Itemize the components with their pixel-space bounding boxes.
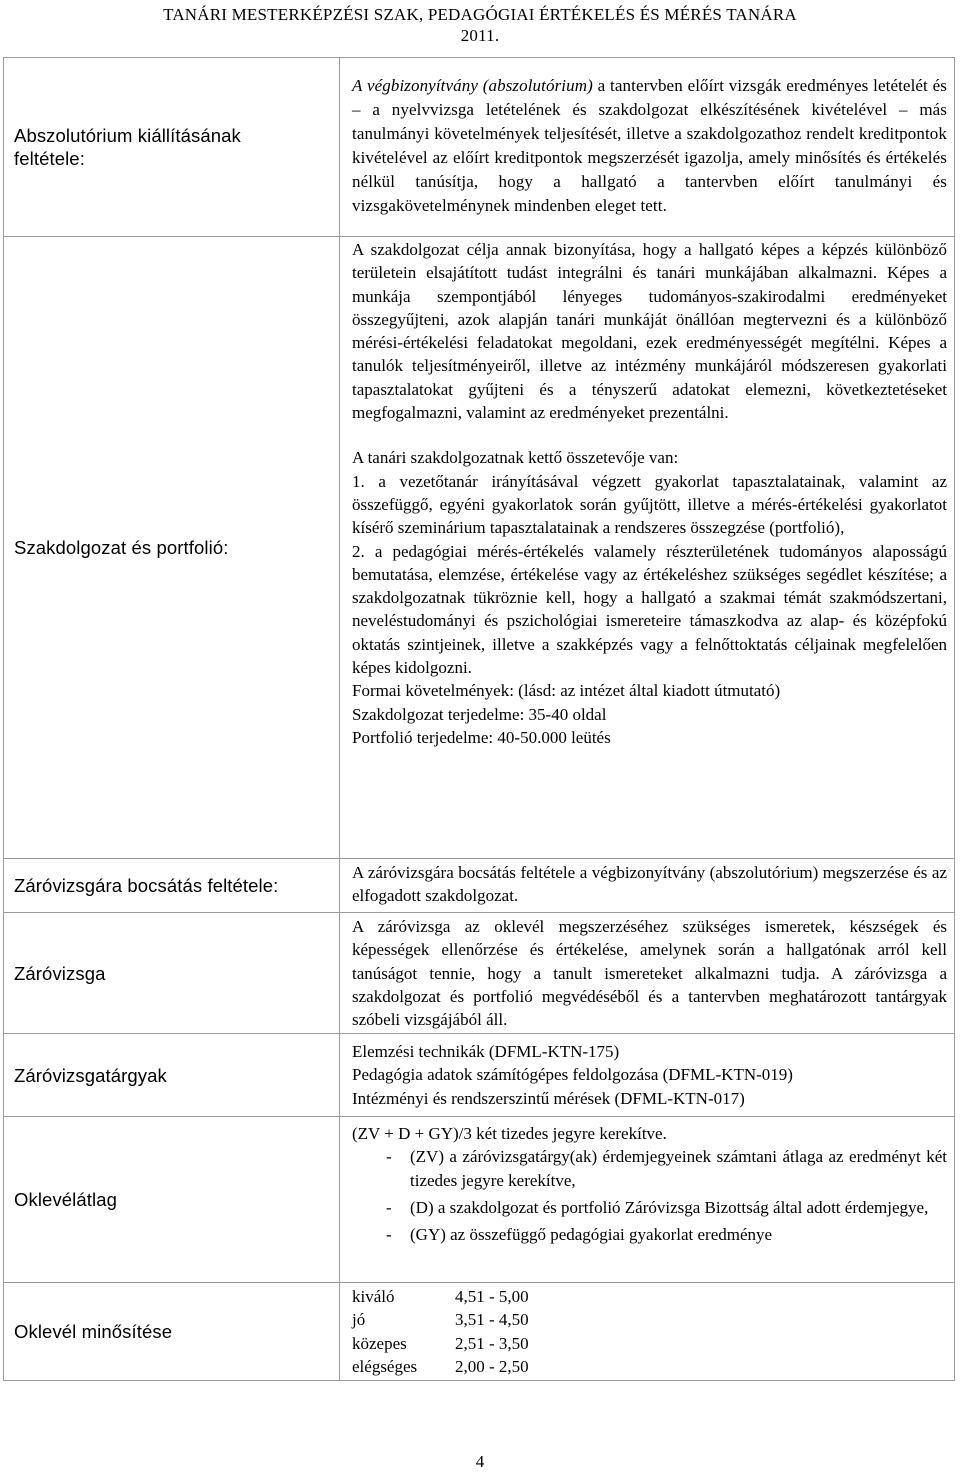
row-label: Szakdolgozat és portfolió:: [14, 537, 229, 558]
content-cell: [340, 58, 955, 237]
grade-row: kiváló 4,51 - 5,00: [352, 1286, 529, 1306]
row-minosites: [4, 1283, 955, 1381]
row-szakdolgozat: [4, 237, 955, 859]
targy-2: Pedagógia adatok számítógépes feldolgozása (DFML-KTN-019): [352, 1065, 793, 1085]
atlag-item-zv: - (ZV) a záróvizsgatárgy(ak) érdemjegyeinek számtani átlaga az eredményt két tizedes jegyre kerekítve,: [386, 1147, 947, 1190]
content-cell: [340, 913, 955, 1034]
szakdolgozat-intro: A tanári szakdolgozatnak kettő összetevője van:: [352, 448, 679, 468]
formai-kovetelmenyek: Formai követelmények: (lásd: az intézet által kiadott útmutató): [352, 681, 781, 701]
atlag-item-d: - (D) a szakdolgozat és portfolió Záróvizsga Bizottság által adott érdemjegye,: [386, 1197, 929, 1217]
grade-row: elégséges 2,00 - 2,50: [352, 1356, 529, 1376]
portfolio-terjedelem: Portfolió terjedelme: 40-50.000 leütés: [352, 727, 611, 747]
content-cell: [340, 1283, 955, 1381]
bocsatas-text: A záróvizsgára bocsátás feltétele a végbizonyítvány (abszolutórium) megszerzése és az elfogadott szakdolgozat.: [352, 863, 947, 906]
row-abszolutorium: [4, 58, 955, 237]
row-label: Záróvizsgatárgyak: [14, 1064, 167, 1086]
header-year: 2011.: [460, 26, 500, 45]
row-label: Oklevélátlag: [14, 1189, 118, 1210]
content-cell: [340, 859, 955, 913]
row-atlag: [4, 1117, 955, 1283]
zarovizsga-text: A záróvizsga az oklevél megszerzéséhez szükséges ismeretek, készségek és képességek ellenőrzése és értékelése, amelynek során a hallgatónak arról kell tanúságot tennie, hogy a tanult ismereteket alkalmazni tudja. A záróvizsga a szakdolgozat és portfolió megvédéséből és a tantervben meghatározott tantárgyak szóbeli vizsgájából áll.: [352, 917, 947, 1030]
grade-row: jó 3,51 - 4,50: [352, 1310, 529, 1330]
label-cell: [4, 1034, 340, 1117]
row-label: Záróvizsgára bocsátás feltétele:: [14, 875, 279, 896]
row-label: Oklevél minősítése: [14, 1321, 173, 1342]
content-cell: [340, 1117, 955, 1283]
atlag-formula: (ZV + D + GY)/3 két tizedes jegyre kerekítve.: [352, 1124, 667, 1143]
label-cell: [4, 237, 340, 859]
row-zarovizsga: [4, 913, 955, 1034]
szakdolgozat-terjedelem: Szakdolgozat terjedelme: 35-40 oldal: [352, 704, 607, 724]
row-label: Abszolutórium kiállításának feltétele:: [14, 125, 241, 169]
grade-row: közepes 2,51 - 3,50: [352, 1333, 529, 1353]
page-number: 4: [475, 1452, 485, 1471]
szakdolgozat-cel: A szakdolgozat célja annak bizonyítása, hogy a hallgató képes a képzés különböző területein elsajátított tudást integrálni és tanári munkájában alkalmazni. Képes a munkája szempontjából lényeges tudományos-szakirodalmi eredményeket összegyűjteni, azok alapján tanári munkáját önállóan megtervezni és a különböző mérési-értékelési feladatokat megoldani, ezek eredményességét megítélni. Képes a tanulók teljesítményeiről, illetve az intézmény munkájáról módszeresen gyakorlati tapasztalatokat gyűjteni és a tényszerű adatokat elemezni, következtetéseket megfogalmazni, valamint az eredményeket prezentálni.: [352, 240, 947, 423]
atlag-item-gy: - (GY) az összefüggő pedagógiai gyakorlat eredménye: [386, 1225, 773, 1245]
targy-3: Intézményi és rendszerszintű mérések (DFML-KTN-017): [352, 1088, 745, 1108]
label-cell: [4, 1117, 340, 1283]
page-header: [0, 4, 960, 46]
row-label: Záróvizsga: [14, 962, 106, 984]
content-cell: [340, 237, 955, 859]
abszolutorium-text: A végbizonyítvány (abszolutórium) a tantervben előírt vizsgák eredményes letételét és – a nyelvvizsga letételének és szakdolgozat elkészítésének kivételével – más tanulmányi követelmények teljesítését, illetve a szakdolgozathoz rendelt kreditpontok kivételével az előírt kreditpontok megszerzését igazolja, amely minősítés és értékelés nélkül tanúsítja, hogy a hallgató a tantervben előírt tanulmányi és vizsgakövetelménynek mindenben eleget tett.: [352, 76, 947, 215]
requirements-table: [3, 57, 955, 1381]
label-cell: [4, 913, 340, 1034]
abszolutorium-term: A végbizonyítvány (abszolutórium): [352, 76, 593, 95]
row-targyak: [4, 1034, 955, 1117]
szakdolgozat-item-1: 1. a vezetőtanár irányításával végzett gyakorlat tapasztalatainak, valamint az összefüggő, egyéni gyakorlatok során gyűjtött, illetve a mérés-értékelési gyakorlatot kísérő szeminárium tapasztalatainak a rendszeres összegzése (portfolió),: [352, 471, 947, 538]
targy-1: Elemzési technikák (DFML-KTN-175): [352, 1042, 620, 1062]
header-title: TANÁRI MESTERKÉPZÉSI SZAK, PEDAGÓGIAI ÉRTÉKELÉS ÉS MÉRÉS TANÁRA: [163, 5, 797, 24]
row-bocsatas: [4, 859, 955, 913]
label-cell: [4, 58, 340, 237]
label-cell: [4, 1283, 340, 1381]
content-cell: [340, 1034, 955, 1117]
label-cell: [4, 859, 340, 913]
szakdolgozat-item-2: 2. a pedagógiai mérés-értékelés valamely részterületének tudományos alaposságú bemutatása, elemzése, értékelése vagy az értékeléshez szükséges segédlet készítése; a szakdolgozatnak tükröznie kell, hogy a hallgató a szakmai témát szakmódszertani, neveléstudományi és pszichológiai ismereteire támaszkodva az alap- és középfokú oktatás szintjeinek, illetve a szakképzés vagy a felnőttoktatás céljainak megfelelően képes kidolgozni.: [352, 541, 947, 678]
